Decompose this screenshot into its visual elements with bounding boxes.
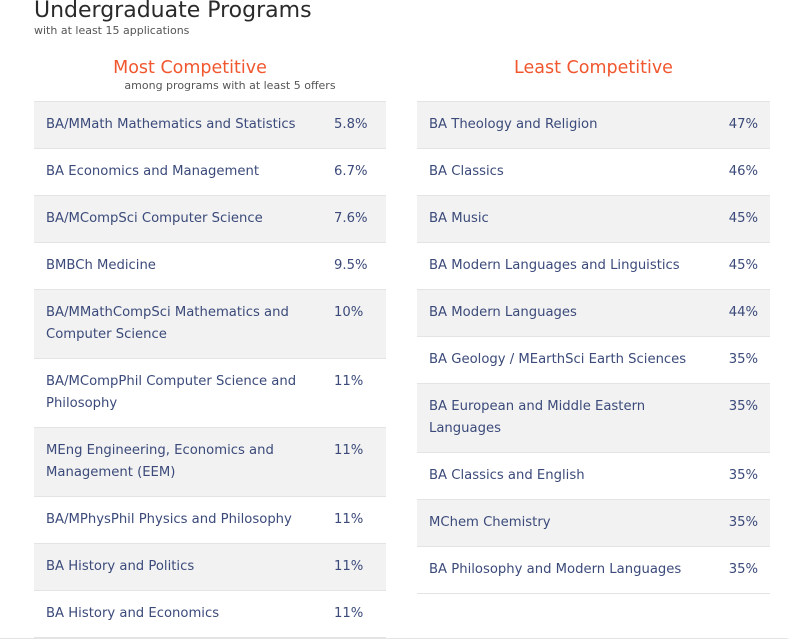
program-name: BA/MPhysPhil Physics and Philosophy <box>46 512 292 527</box>
program-name: BA/MMath Mathematics and Statistics <box>46 117 296 132</box>
table-row <box>417 149 770 196</box>
program-name: MChem Chemistry <box>429 515 551 530</box>
most-competitive-column <box>34 56 386 638</box>
offer-rate: 6.7% <box>334 164 368 179</box>
program-name: BA Modern Languages <box>429 305 577 320</box>
offer-rate: 45% <box>728 211 758 226</box>
table-row <box>34 591 386 638</box>
program-name: BA Economics and Management <box>46 164 260 179</box>
program-name: BA Music <box>429 211 489 226</box>
least-competitive-table <box>417 101 770 594</box>
offer-rate: 11% <box>334 559 364 574</box>
program-name: BA European and Middle Eastern Languages <box>429 399 646 436</box>
program-name: BA/MCompSci Computer Science <box>46 211 263 226</box>
offer-rate: 5.8% <box>334 117 368 132</box>
table-row <box>417 337 770 384</box>
table-row <box>34 290 386 359</box>
table-row <box>34 102 386 149</box>
program-name: BA Modern Languages and Linguistics <box>429 258 680 273</box>
offer-rate: 10% <box>334 305 364 320</box>
table-row <box>34 544 386 591</box>
program-name: BA History and Economics <box>46 606 220 621</box>
least-competitive-header <box>417 56 770 101</box>
offer-rate: 46% <box>728 164 758 179</box>
offer-rate: 11% <box>334 606 364 621</box>
offer-rate: 9.5% <box>334 258 368 273</box>
offer-rate: 11% <box>334 443 364 458</box>
program-name: MEng Engineering, Economics and Management (EEM) <box>46 443 274 480</box>
most-competitive-header <box>34 56 386 101</box>
most-competitive-title: Most Competitive <box>113 58 267 78</box>
offer-rate: 35% <box>728 399 758 414</box>
page-subtitle: with at least 15 applications <box>34 24 190 37</box>
offer-rate: 35% <box>728 352 758 367</box>
program-name: BA Classics <box>429 164 504 179</box>
offer-rate: 47% <box>728 117 758 132</box>
table-row <box>417 102 770 149</box>
offer-rate: 7.6% <box>334 211 368 226</box>
offer-rate: 11% <box>334 512 364 527</box>
program-name: BA Theology and Religion <box>429 117 598 132</box>
offer-rate: 35% <box>728 515 758 530</box>
program-name: BA Classics and English <box>429 468 585 483</box>
offer-rate: 45% <box>728 258 758 273</box>
table-row <box>34 497 386 544</box>
program-name: BA History and Politics <box>46 559 195 574</box>
offer-rate: 44% <box>728 305 758 320</box>
table-row <box>417 547 770 594</box>
program-name: BA Geology / MEarthSci Earth Sciences <box>429 352 687 367</box>
table-row <box>34 196 386 243</box>
program-name: BMBCh Medicine <box>46 258 156 273</box>
program-name: BA/MCompPhil Computer Science and Philosophy <box>46 374 297 411</box>
table-row <box>417 384 770 453</box>
program-name: BA Philosophy and Modern Languages <box>429 562 682 577</box>
table-row <box>417 243 770 290</box>
table-row <box>34 149 386 196</box>
offer-rate: 11% <box>334 374 364 389</box>
most-competitive-subtitle: among programs with at least 5 offers <box>124 79 336 92</box>
table-row <box>34 359 386 428</box>
table-row <box>417 453 770 500</box>
most-competitive-table <box>34 101 386 638</box>
least-competitive-column <box>417 56 770 594</box>
offer-rate: 35% <box>728 562 758 577</box>
offer-rate: 35% <box>728 468 758 483</box>
bottom-divider <box>0 638 788 639</box>
table-row <box>417 500 770 547</box>
least-competitive-title: Least Competitive <box>514 58 673 78</box>
page-title: Undergraduate Programs <box>34 0 312 23</box>
table-row <box>417 196 770 243</box>
program-name: BA/MMathCompSci Mathematics and Computer Science <box>46 305 289 342</box>
table-row <box>417 290 770 337</box>
table-row <box>34 428 386 497</box>
table-row <box>34 243 386 290</box>
